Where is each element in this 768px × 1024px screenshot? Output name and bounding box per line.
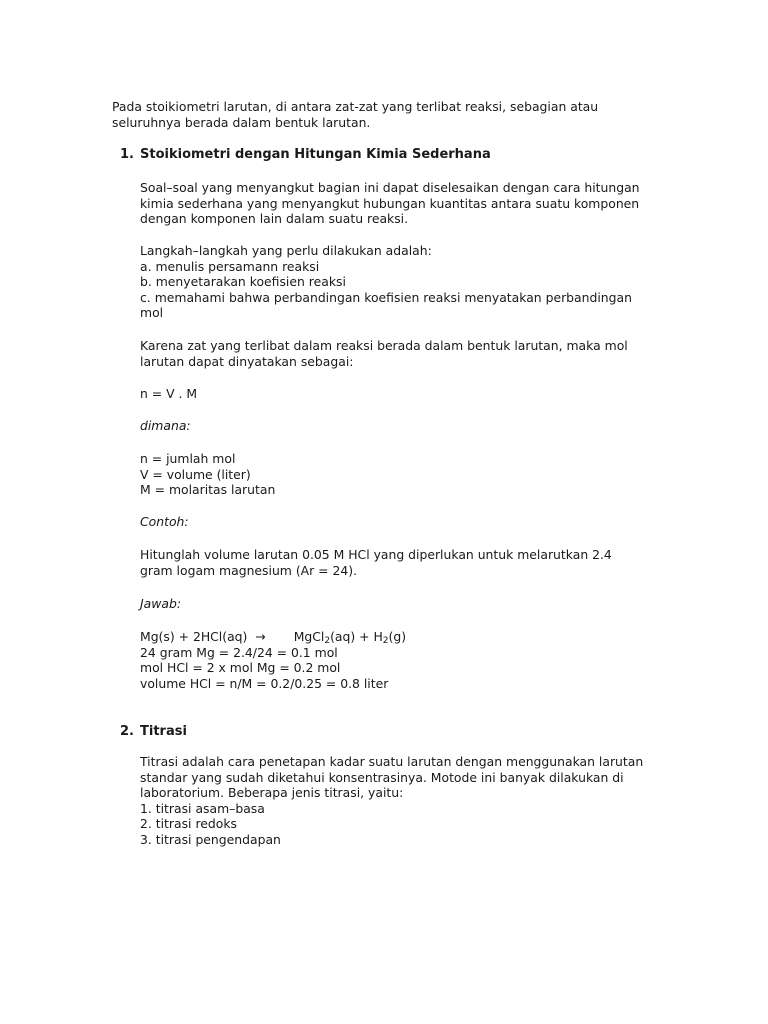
reaction-reactants: Mg(s) + 2HCl(aq): [140, 629, 248, 644]
section-2-number: 2.: [120, 724, 134, 739]
answer-block: [140, 629, 406, 691]
section-1-heading: [120, 147, 491, 163]
intro-line: Pada stoikiometri larutan, di antara zat-zat yang terlibat reaksi, sebagian atau: [112, 99, 599, 114]
titration-type-item: 3. titrasi pengendapan: [140, 831, 281, 847]
subscript: 2: [382, 636, 389, 646]
reaction-product-1: MgCl: [293, 629, 325, 644]
definition-item: n = jumlah mol: [140, 451, 236, 466]
definition-item: M = molaritas larutan: [140, 482, 276, 497]
example-question: [140, 547, 612, 578]
reaction-product-2: (aq) + H: [330, 629, 383, 644]
steps-list: [140, 243, 632, 321]
arrow-icon: →: [255, 629, 266, 644]
definition-item: V = volume (liter): [140, 466, 251, 482]
paragraph-line: Titrasi adalah cara penetapan kadar suatu larutan dengan menggunakan larutan: [140, 754, 644, 769]
step-item: mol: [140, 305, 164, 320]
calculation-line: mol HCl = 2 x mol Mg = 0.2 mol: [140, 660, 341, 675]
step-item: a. menulis persamann reaksi: [140, 258, 320, 274]
reaction-product-3: (g): [388, 629, 407, 644]
example-label: Contoh:: [140, 514, 189, 529]
paragraph-line: larutan dapat dinyatakan sebagai:: [140, 353, 354, 369]
paragraph-line: laboratorium. Beberapa jenis titrasi, yaitu:: [140, 785, 404, 800]
titration-type-item: 1. titrasi asam–basa: [140, 800, 265, 816]
section-2-title: Titrasi: [140, 724, 187, 739]
calculation-line: 24 gram Mg = 2.4/24 = 0.1 mol: [140, 644, 338, 660]
intro-paragraph: [112, 99, 598, 130]
section-1-number: 1.: [120, 147, 134, 162]
intro-line: seluruhnya berada dalam bentuk larutan.: [112, 114, 371, 130]
formula: n = V . M: [140, 386, 198, 401]
subscript: 2: [324, 636, 331, 646]
definitions-list: [140, 451, 275, 498]
step-item: c. memahami bahwa perbandingan koefisien reaksi menyatakan perbandingan: [140, 289, 632, 305]
example-line: gram logam magnesium (Ar = 24).: [140, 562, 358, 578]
section-2-heading: [120, 724, 187, 740]
paragraph-line: Karena zat yang terlibat dalam reaksi berada dalam bentuk larutan, maka mol: [140, 338, 628, 353]
paragraph-line: Soal–soal yang menyangkut bagian ini dapat diselesaikan dengan cara hitungan: [140, 180, 640, 195]
section-2-paragraph: [140, 754, 643, 847]
section-1-paragraph: [140, 180, 640, 227]
calculation-line: volume HCl = n/M = 0.2/0.25 = 0.8 liter: [140, 675, 389, 691]
step-item: b. menyetarakan koefisien reaksi: [140, 274, 346, 289]
paragraph-line: kimia sederhana yang menyangkut hubungan kuantitas antara suatu komponen: [140, 195, 640, 211]
titration-type-item: 2. titrasi redoks: [140, 816, 237, 831]
paragraph-line: standar yang sudah diketahui konsentrasinya. Motode ini banyak dilakukan di: [140, 769, 624, 785]
paragraph-line: dengan komponen lain dalam suatu reaksi.: [140, 211, 409, 226]
where-label: dimana:: [140, 418, 191, 433]
example-line: Hitunglah volume larutan 0.05 M HCl yang diperlukan untuk melarutkan 2.4: [140, 547, 612, 562]
steps-intro: Langkah–langkah yang perlu dilakukan adalah:: [140, 243, 432, 258]
solution-paragraph: [140, 338, 628, 369]
answer-label: Jawab:: [140, 596, 182, 611]
section-1-title: Stoikiometri dengan Hitungan Kimia Sederhana: [140, 147, 491, 162]
reaction-equation: [140, 629, 406, 645]
